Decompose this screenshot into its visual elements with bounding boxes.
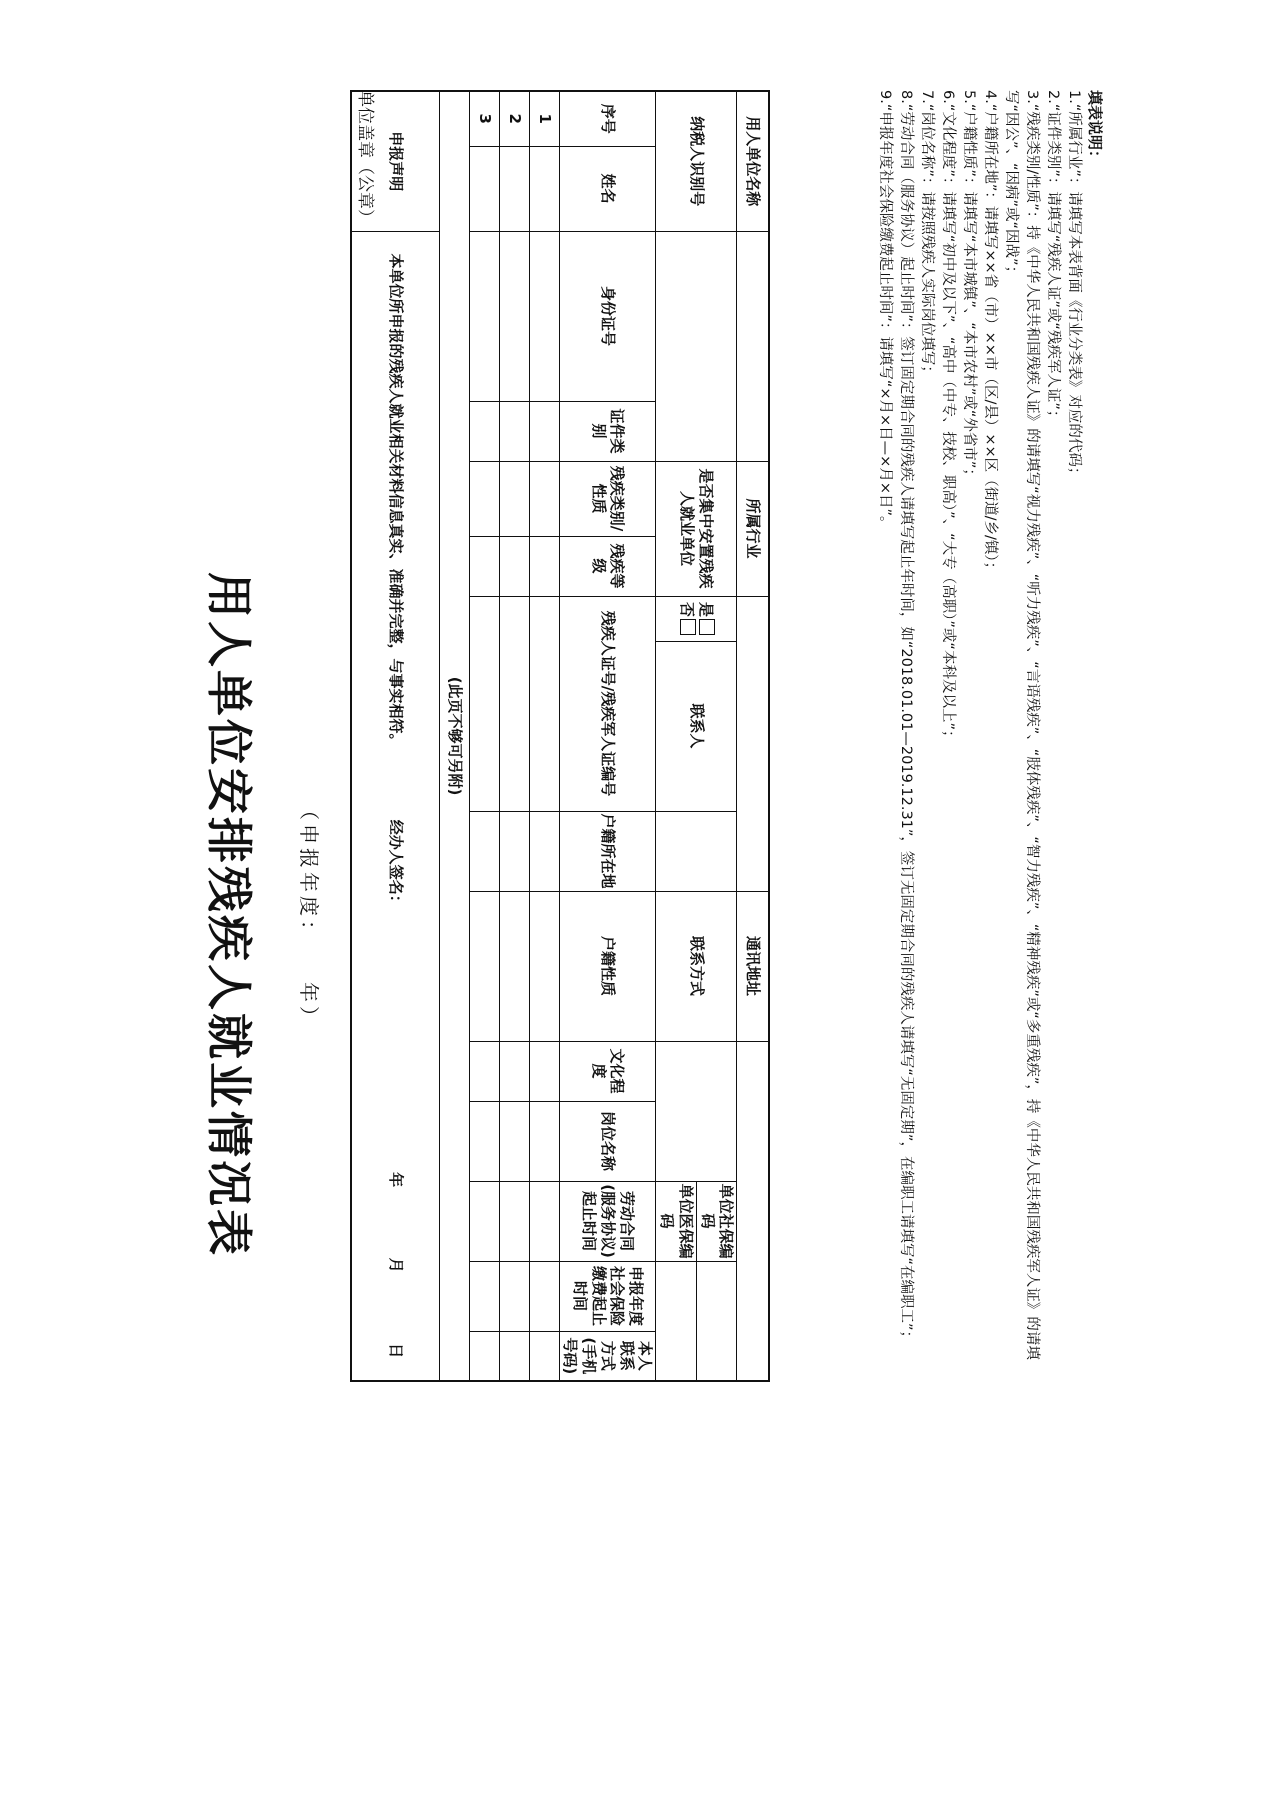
table-row xyxy=(499,91,529,1381)
employer-name-value[interactable] xyxy=(737,231,769,461)
concentrated-unit-label: 是否集中安置残疾人就业单位 xyxy=(656,461,737,596)
overflow-note: (此页不够可另附) xyxy=(439,91,469,1381)
col-position: 岗位名称 xyxy=(559,1101,656,1181)
table-row xyxy=(529,91,559,1381)
year-label: 年 xyxy=(386,1172,405,1188)
contact-person-label: 联系人 xyxy=(656,641,737,811)
rotated-page xyxy=(0,90,1275,1740)
social-security-code-value[interactable] xyxy=(697,1261,738,1381)
social-security-code-label: 单位社保编码 xyxy=(697,1181,738,1261)
contact-person-value[interactable] xyxy=(656,811,737,891)
address-value[interactable] xyxy=(737,1041,769,1381)
address-label: 通讯地址 xyxy=(737,891,769,1041)
note-item: 8.“劳动合同（服务协议）起止时间”：签订固定期合同的残疾人请填写起止年时间，如“2018.01.01—2019.12.31”，签订无固定期合同的残疾人请填写“无固定期”，在编职工请填写“在编职工”； xyxy=(898,90,914,1345)
col-cert-type: 证件类别 xyxy=(559,401,656,461)
declaration-year: （申报年度： 年） xyxy=(297,800,321,1030)
table-row xyxy=(469,91,499,1381)
col-hukou-type: 户籍性质 xyxy=(559,891,656,1041)
col-disability-level: 残疾等级 xyxy=(559,536,656,596)
page-title: 用人单位安排残疾人就业情况表 xyxy=(202,572,256,1258)
col-hukou-location: 户籍所在地 xyxy=(559,811,656,891)
stamp-label: 单位盖章（公章） xyxy=(355,90,375,226)
employer-name-label: 用人单位名称 xyxy=(737,91,769,231)
col-id-number: 身份证号 xyxy=(559,231,656,401)
row-seq: 1 xyxy=(529,91,559,146)
col-name: 姓名 xyxy=(559,146,656,231)
row-seq: 3 xyxy=(469,91,499,146)
note-item: 7.“岗位名称”：请按照残疾人实际岗位填写； xyxy=(919,90,935,380)
contact-method-label: 联系方式 xyxy=(656,891,737,1041)
month-label: 月 xyxy=(386,1257,405,1273)
note-item: 5.“户籍性质”：请填写“本市城镇”、“本市农村”或“外省市”； xyxy=(961,90,977,483)
col-personal-contact: 本人联系方式(手机号码) xyxy=(559,1331,656,1381)
declaration-label: 申报声明 xyxy=(351,91,439,231)
col-contract-period: 劳动合同(服务协议)起止时间 xyxy=(559,1181,656,1261)
yes-checkbox[interactable] xyxy=(699,619,715,635)
col-disability-category: 残疾类别/性质 xyxy=(559,461,656,536)
concentrated-unit-choice[interactable] xyxy=(656,596,737,641)
employment-form-table xyxy=(350,90,770,1382)
note-item: 4.“户籍所在地”：请填写××省（市）××市（区/县）××区（街道/乡/镇）； xyxy=(982,90,998,577)
taxpayer-id-label: 纳税人识别号 xyxy=(656,91,737,231)
note-item: 9.“申报年度社会保险缴费起止时间”：请填写“×月×日—×月×日”。 xyxy=(877,90,893,531)
no-option-label: 否 xyxy=(678,602,697,618)
declaration-text: 本单位所申报的残疾人就业相关材料信息真实、准确并完整，与事实相符。 xyxy=(386,253,405,749)
filling-instructions xyxy=(874,90,1105,1590)
col-cert-number: 残疾人证号/残疾军人证编号 xyxy=(559,596,656,811)
yes-option-label: 是 xyxy=(697,602,716,618)
medical-insurance-code-label: 单位医保编码 xyxy=(656,1181,697,1261)
contact-method-value[interactable] xyxy=(656,1041,737,1181)
row-seq: 2 xyxy=(499,91,529,146)
declaration-cell xyxy=(351,231,439,1381)
note-item: 2.“证件类别”：请填写“残疾人证”或“残疾军人证”； xyxy=(1045,90,1061,425)
medical-insurance-code-value[interactable] xyxy=(656,1261,697,1381)
col-insurance-period: 申报年度社会保险缴费起止时间 xyxy=(559,1261,656,1331)
note-item: 3.“残疾类别/性质”：持《中华人民共和国残疾人证》的请填写“视力残疾”、“听力残疾”、“言语残疾”、“肢体残疾”、“智力残疾”、“精神残疾”或“多重残疾”，持《中华人民共和国残疾军人证》的请填写“因公”、“因病”或“因战”； xyxy=(1003,90,1040,1360)
note-item: 1.“所属行业”：请填写本表背面《行业分类表》对应的代码； xyxy=(1066,90,1082,482)
signer-label: 经办人签名： xyxy=(386,819,405,910)
no-checkbox[interactable] xyxy=(681,619,697,635)
day-label: 日 xyxy=(386,1343,405,1359)
col-seq: 序号 xyxy=(559,91,656,146)
industry-label: 所属行业 xyxy=(737,461,769,596)
col-education: 文化程度 xyxy=(559,1041,656,1101)
note-item: 6.“文化程度”：请填写“初中及以下”、“高中（中专、技校、职高）”、“大专（高职）”或“本科及以上”； xyxy=(940,90,956,745)
industry-value[interactable] xyxy=(737,596,769,891)
taxpayer-id-value[interactable] xyxy=(656,231,737,461)
notes-heading: 填表说明： xyxy=(1086,90,1104,166)
